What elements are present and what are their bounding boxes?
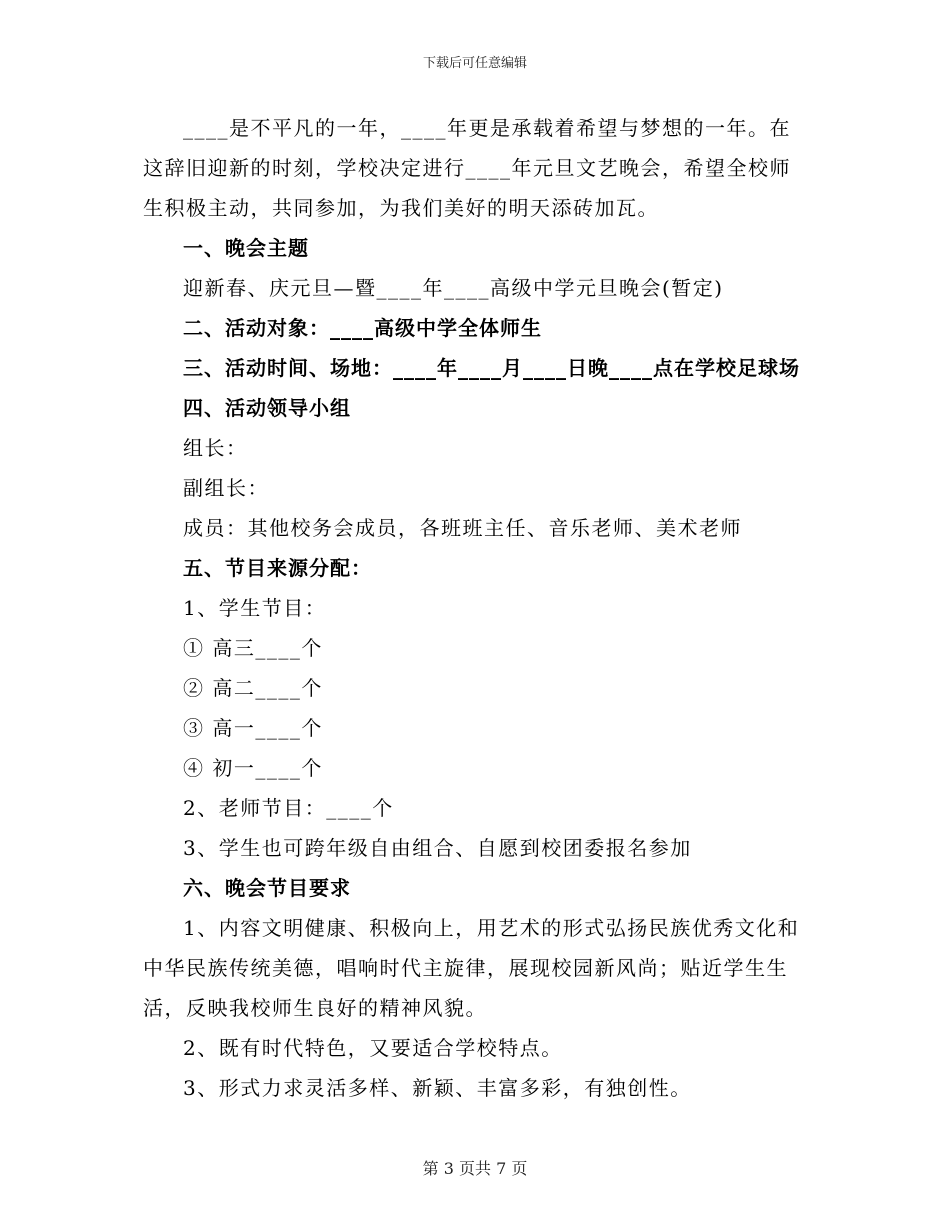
section-heading-audience: 二、活动对象：____高级中学全体师生: [183, 316, 542, 340]
page-footer: 第 3 页共 7 页: [422, 1159, 528, 1178]
list-item: ③ 高一____个: [183, 716, 323, 740]
section-heading-leadership: 四、活动领导小组: [183, 396, 351, 420]
document-body: [143, 108, 808, 1108]
leader-line: 组长：: [183, 436, 248, 460]
requirement-2: 2、既有时代特色，又要适合学校特点。: [183, 1036, 563, 1060]
student-programs: 1、学生节目：: [183, 596, 327, 620]
page-header: 下载后可任意编辑: [422, 56, 527, 71]
intro-paragraph: ____是不平凡的一年，____年更是承载着希望与梦想的一年。在这辞旧迎新的时刻，学校决定进行____年元旦文艺晚会，希望全校师生积极主动，共同参加，为我们美好的明天添砖加瓦。: [143, 116, 791, 220]
requirement-1: 1、内容文明健康、积极向上，用艺术的形式弘扬民族优秀文化和中华民族传统美德，唱响时代主旋律，展现校园新风尚；贴近学生生活，反映我校师生良好的精神风貌。: [143, 916, 800, 1020]
section-heading-programs: 五、节目来源分配：: [183, 556, 372, 580]
section-heading-requirements: 六、晚会节目要求: [183, 876, 351, 900]
section-heading-theme: 一、晚会主题: [183, 236, 309, 260]
section-heading-time-venue: 三、活动时间、场地：____年____月____日晚____点在学校足球场: [183, 356, 800, 380]
cross-grade-note: 3、学生也可跨年级自由组合、自愿到校团委报名参加: [183, 836, 692, 860]
deputy-leader-line: 副组长：: [183, 476, 269, 500]
requirement-3: 3、形式力求灵活多样、新颖、丰富多彩，有独创性。: [183, 1076, 692, 1100]
teacher-programs: 2、老师节目：____个: [183, 796, 394, 820]
list-item: ① 高三____个: [183, 636, 323, 660]
list-item: ④ 初一____个: [183, 756, 323, 780]
theme-text: 迎新春、庆元旦—暨____年____高级中学元旦晚会(暂定): [183, 276, 724, 300]
members-line: 成员：其他校务会成员，各班班主任、音乐老师、美术老师: [183, 516, 742, 540]
list-item: ② 高二____个: [183, 676, 323, 700]
